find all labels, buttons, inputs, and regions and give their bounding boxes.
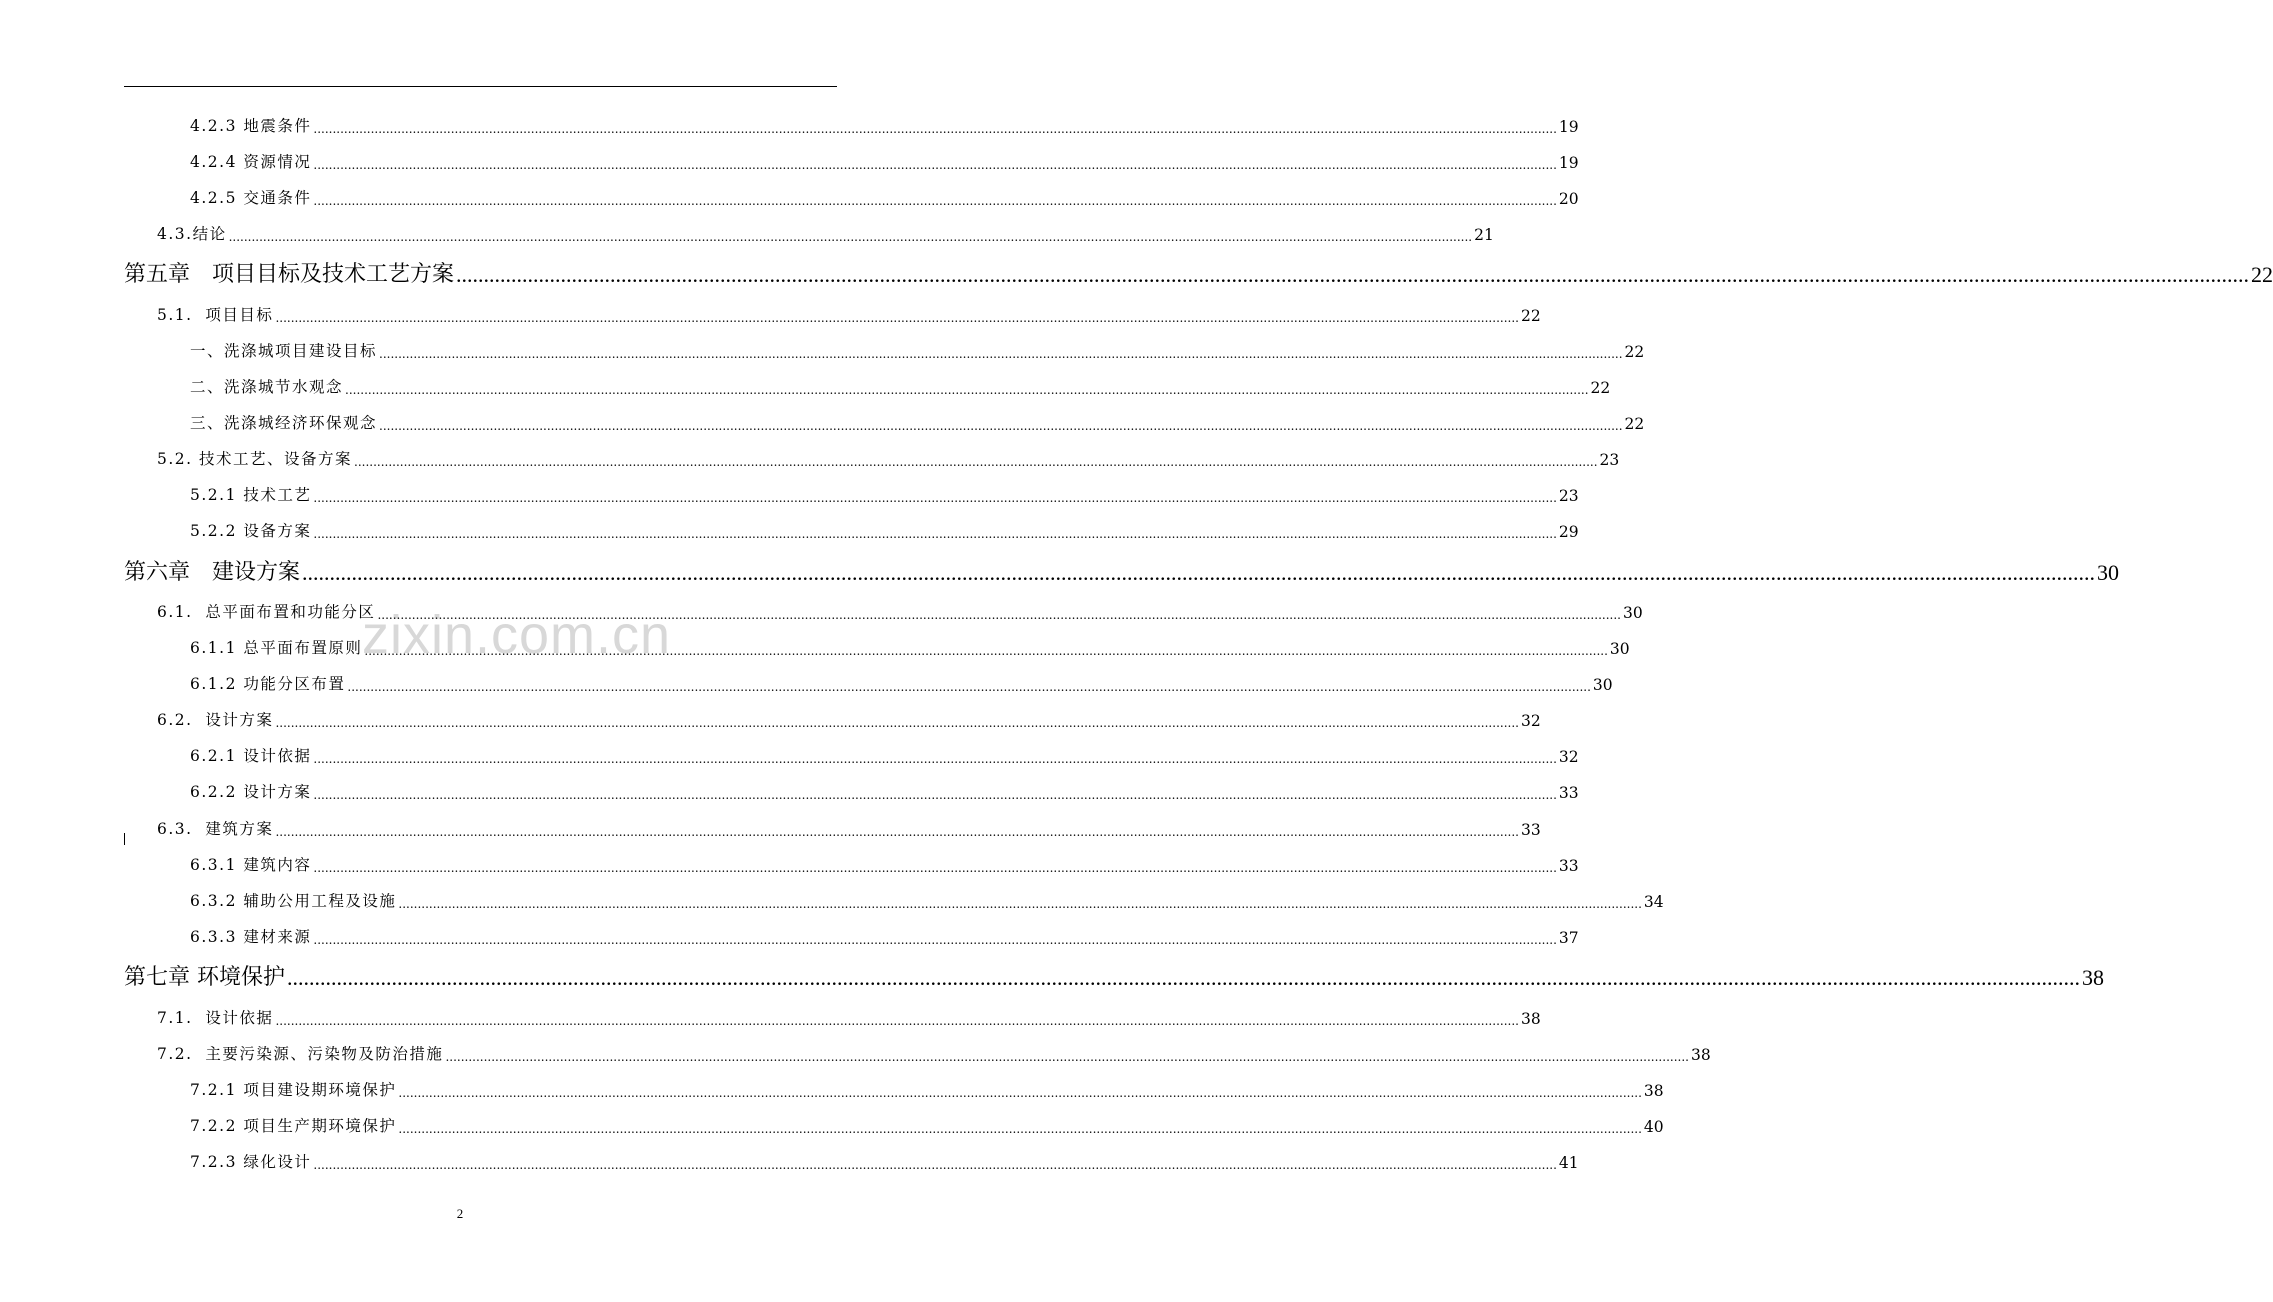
toc-entry-6-3-1[interactable] [190,853,1579,875]
toc-entry-label: 二、洗涤城节水观念 [190,378,344,396]
toc-entry-4-3[interactable] [157,222,1494,244]
toc-entry-label: 5.2.1 技术工艺 [190,486,312,504]
toc-entry-label: 7.2.2 项目生产期环境保护 [190,1117,397,1135]
dot-leader: ...................................................................................................................................................................................................................................................................................................................................... [275,825,1519,839]
toc-entry-page: 33 [1558,857,1579,875]
dot-leader: ...................................................................................................................................................................................................................................................................................................................................... [347,680,1591,694]
toc-entry-7-2-1[interactable] [190,1078,1664,1100]
dot-leader: ...................................................................................................................................................................................................................................................................................................................................... [398,897,1642,911]
watermark: zixin.com.cn [362,605,672,665]
dot-leader: ...................................................................................................................................................................................................................................................................................................................................... [354,455,1598,469]
toc-entry-page: 22 [1590,379,1611,397]
dot-leader: ...................................................................................................................................................................................................................................................................................................................................... [313,491,1557,505]
toc-entry-goal-1[interactable] [190,339,1645,361]
toc-entry-page: 30 [1609,640,1630,658]
toc-entry-6-1-1[interactable] [190,636,1630,658]
toc-entry-label: 4.2.4 资源情况 [190,153,312,171]
toc-entry-page: 32 [1520,712,1541,730]
dot-leader: ...................................................................................................................................................................................................................................................................................................................................... [275,1014,1519,1028]
toc-entry-5-2[interactable] [157,447,1620,469]
toc-entry-page: 20 [1558,190,1579,208]
toc-entry-label: 7.2.1 项目建设期环境保护 [190,1081,397,1099]
toc-entry-7-1[interactable] [157,1006,1541,1028]
toc-entry-label: 7.1. 设计依据 [157,1009,274,1027]
toc-entry-label: 6.1. 总平面布置和功能分区 [157,603,376,621]
toc-chapter-page: 22 [2251,262,2273,287]
header-rule [124,86,837,87]
toc-entry-label: 5.2. 技术工艺、设备方案 [157,450,353,468]
toc-entry-5-2-2[interactable] [190,519,1579,541]
toc-entry-6-2-1[interactable] [190,744,1579,766]
dot-leader: ...................................................................................................................................................................................................................................................................................................................................... [275,311,1519,325]
toc-entry-page: 38 [1690,1046,1711,1064]
toc-entry-6-2[interactable] [157,708,1541,730]
dot-leader: ...................................................................................................................................................................................................................................................................................................................................... [313,752,1557,766]
dot-leader: ...................................................................................................................................................................................................................................................................................................................................... [313,158,1557,172]
toc-entry-7-2-2[interactable] [190,1114,1664,1136]
toc-entry-label: 6.3. 建筑方案 [157,820,274,838]
toc-entry-4-2-4[interactable] [190,150,1579,172]
toc-chapter-page: 38 [2082,965,2104,990]
dot-leader: ...................................................................................................................................................................................................................................................................................................................................... [313,933,1557,947]
toc-entry-page: 19 [1558,154,1579,172]
dot-leader: ...................................................................................................................................................................................................................................................................................................................................... [313,194,1557,208]
toc-entry-label: 4.2.3 地震条件 [190,117,312,135]
toc-entry-page: 23 [1599,451,1620,469]
toc-entry-page: 33 [1520,821,1541,839]
toc-entry-page: 41 [1558,1154,1579,1172]
toc-chapter-label: 第五章 项目目标及技术工艺方案 [124,262,455,287]
dot-leader: ...................................................................................................................................................................................................................................................................................................................................... [275,716,1519,730]
toc-entry-label: 6.3.1 建筑内容 [190,856,312,874]
toc-entry-label: 6.2.2 设计方案 [190,783,312,801]
toc-entry-label: 4.2.5 交通条件 [190,189,312,207]
toc-entry-page: 30 [1622,604,1643,622]
toc-entry-label: 6.3.3 建材来源 [190,928,312,946]
toc-entry-label: 三、洗涤城经济环保观念 [190,414,378,432]
toc-chapter-5[interactable] [124,257,2273,288]
toc-entry-page: 38 [1643,1082,1664,1100]
toc-entry-6-2-2[interactable] [190,780,1579,802]
toc-entry-page: 33 [1558,784,1579,802]
toc-entry-label: 6.1.1 总平面布置原则 [190,639,363,657]
dot-leader: ...................................................................................................................................................................................................................................................................................................................................... [377,608,1621,622]
toc-entry-5-2-1[interactable] [190,483,1579,505]
toc-entry-page: 30 [1592,676,1613,694]
toc-entry-label: 7.2.3 绿化设计 [190,1153,312,1171]
toc-entry-label: 一、洗涤城项目建设目标 [190,342,378,360]
toc-entry-page: 34 [1643,893,1664,911]
dot-leader: ...................................................................................................................................................................................................................................................................................................................................... [302,560,2096,585]
dot-leader: ...................................................................................................................................................................................................................................................................................................................................... [398,1086,1642,1100]
dot-leader: ...................................................................................................................................................................................................................................................................................................................................... [345,383,1589,397]
toc-entry-page: 22 [1624,415,1645,433]
dot-leader: ...................................................................................................................................................................................................................................................................................................................................... [313,861,1557,875]
toc-entry-page: 22 [1624,343,1645,361]
toc-chapter-label: 第六章 建设方案 [124,560,301,585]
dot-leader: ...................................................................................................................................................................................................................................................................................................................................... [379,347,1623,361]
dot-leader: ...................................................................................................................................................................................................................................................................................................................................... [456,262,2250,287]
toc-entry-6-1[interactable] [157,600,1643,622]
toc-entry-label: 5.2.2 设备方案 [190,522,312,540]
page-number: 2 [456,1206,464,1221]
toc-entry-4-2-3[interactable] [190,114,1579,136]
toc-entry-page: 38 [1520,1010,1541,1028]
dot-leader: ...................................................................................................................................................................................................................................................................................................................................... [445,1050,1689,1064]
toc-entry-page: 37 [1558,929,1579,947]
toc-entry-7-2-3[interactable] [190,1150,1579,1172]
toc-entry-page: 19 [1558,118,1579,136]
toc-entry-label: 5.1. 项目目标 [157,306,274,324]
toc-entry-label: 7.2. 主要污染源、污染物及防治措施 [157,1045,444,1063]
toc-entry-6-1-2[interactable] [190,672,1613,694]
toc-entry-label: 6.2. 设计方案 [157,711,274,729]
toc-entry-5-1[interactable] [157,303,1541,325]
toc-entry-4-2-5[interactable] [190,186,1579,208]
toc-entry-page: 21 [1474,226,1494,244]
dot-leader: ...................................................................................................................................................................................................................................................................................................................................... [364,644,1608,658]
toc-entry-6-3-3[interactable] [190,925,1579,947]
dot-leader: ...................................................................................................................................................................................................................................................................................................................................... [398,1122,1642,1136]
dot-leader: ...................................................................................................................................................................................................................................................................................................................................... [313,122,1557,136]
dot-leader: ...................................................................................................................................................................................................................................................................................................................................... [228,230,1473,244]
toc-chapter-6[interactable] [124,555,2120,586]
toc-entry-goal-3[interactable] [190,411,1645,433]
dot-leader: ...................................................................................................................................................................................................................................................................................................................................... [313,788,1557,802]
toc-chapter-label: 第七章 环境保护 [124,965,285,990]
margin-mark [124,833,125,845]
toc-chapter-page: 30 [2097,560,2120,585]
toc-entry-goal-2[interactable] [190,375,1611,397]
dot-leader: ...................................................................................................................................................................................................................................................................................................................................... [287,965,2080,990]
toc-entry-page: 40 [1643,1118,1664,1136]
dot-leader: ...................................................................................................................................................................................................................................................................................................................................... [379,419,1623,433]
toc-entry-label: 6.1.2 功能分区布置 [190,675,346,693]
dot-leader: ...................................................................................................................................................................................................................................................................................................................................... [313,1158,1557,1172]
toc-entry-7-2[interactable] [157,1042,1711,1064]
toc-entry-6-3-2[interactable] [190,889,1664,911]
toc-chapter-7[interactable] [124,960,2104,991]
dot-leader: ...................................................................................................................................................................................................................................................................................................................................... [313,527,1557,541]
toc-entry-page: 22 [1520,307,1541,325]
toc-entry-6-3[interactable] [157,817,1541,839]
toc-entry-label: 4.3.结论 [157,225,227,243]
toc-entry-label: 6.2.1 设计依据 [190,747,312,765]
toc-entry-page: 32 [1558,748,1579,766]
toc-entry-page: 29 [1558,523,1579,541]
toc-entry-label: 6.3.2 辅助公用工程及设施 [190,892,397,910]
toc-entry-page: 23 [1558,487,1579,505]
